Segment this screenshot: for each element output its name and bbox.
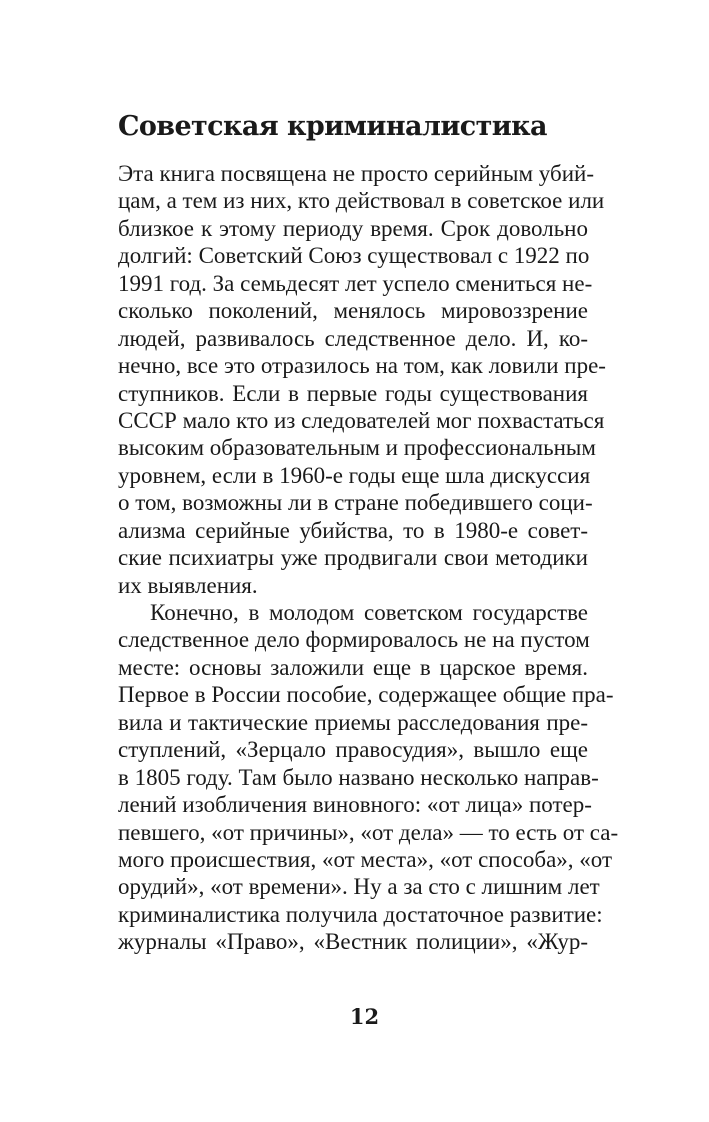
text-line: близкое к этому периоду время. Срок довольно	[118, 215, 588, 241]
chapter-heading: Советская криминалистика	[118, 111, 547, 142]
text-line: ализма серийные убийства, то в 1980-е совет-	[118, 517, 588, 543]
text-line: вила и тактические приемы расследования пре-	[118, 709, 588, 735]
text-line: орудий», «от времени». Ну а за сто с лишним лет	[118, 874, 600, 900]
text-line: 1991 год. За семьдесят лет успело смениться не-	[118, 270, 593, 296]
text-line: мого происшествия, «от места», «от способа», «от	[118, 846, 613, 872]
text-line: людей, развивалось следственное дело. И, ко-	[118, 325, 588, 351]
text-line: следственное дело формировалось не на пустом	[118, 627, 590, 653]
paragraph-1	[118, 160, 606, 599]
text-line: криминалистика получила достаточное развитие:	[118, 901, 603, 927]
text-line: высоким образовательным и профессиональным	[118, 435, 596, 461]
page-number: 12	[349, 1004, 380, 1029]
text-line: долгий: Советский Союз существовал с 1922 по	[118, 243, 590, 269]
text-line: Первое в России пособие, содержащее общие пра-	[118, 682, 614, 708]
text-line: Эта книга посвящена не просто серийным убий-	[118, 161, 594, 186]
text-line: цам, а тем из них, кто действовал в советское или	[118, 188, 605, 214]
text-line: журналы «Право», «Вестник полиции», «Жур-	[118, 929, 588, 955]
text-line: ступлений, «Зерцало правосудия», вышло еще	[118, 737, 588, 763]
text-line: СССР мало кто из следователей мог похвастаться	[118, 407, 605, 433]
body-text	[118, 160, 619, 956]
text-line: нечно, все это отразилось на том, как ловили пре-	[118, 353, 606, 379]
text-line: в 1805 году. Там было названо несколько направ-	[118, 764, 599, 790]
text-line: ские психиатры уже продвигали свои методики	[118, 545, 588, 571]
paragraph-2	[118, 599, 619, 956]
text-line: Конечно, в молодом советском государстве	[150, 600, 588, 625]
text-line: сколько поколений, менялось мировоззрение	[118, 298, 588, 324]
text-line: их выявления.	[118, 572, 258, 598]
text-line: месте: основы заложили еще в царское время.	[118, 654, 588, 680]
text-line: лений изобличения виновного: «от лица» потер-	[118, 792, 592, 818]
text-line: уровнем, если в 1960-е годы еще шла дискуссия	[118, 462, 591, 488]
text-line: певшего, «от причины», «от дела» — то есть от са-	[118, 819, 619, 845]
text-line: ступников. Если в первые годы существования	[118, 380, 588, 406]
text-line: о том, возможны ли в стране победившего соци-	[118, 490, 593, 516]
